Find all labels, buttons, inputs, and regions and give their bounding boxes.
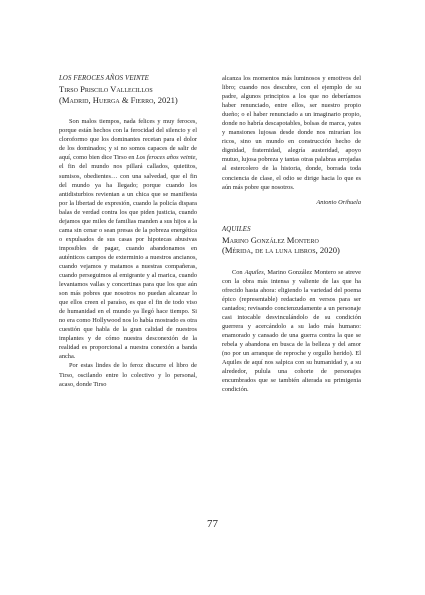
review-1-paragraph-3: alcanza los momentos más luminosos y emotivos del libro; cuando nos descubre, con el ejemplo de su padre, algunos principios a los que no deberíamos haber renunciado, entre ellos, ser nuestro propio dueño; o el haber renunciado a un imaginario propio, donde no habría descapotables, bolsas de marca, yates y mansiones lujosas desde donde nos mirarían los ricos, sino un mundo en construcción hecho de dignidad, fraternidad, alegría austeridad, apoyo mutuo, lujosa pobreza y tantas otras palabras arrojadas al estercolero de la historia, donde, borrada toda conciencia de clase, el odio se dirige hacia lo que es aún más pobre que nosotros. bbox=[222, 75, 361, 191]
review-2-author: Marino González Montero bbox=[222, 235, 319, 246]
review-1-p1-book-title: Los feroces años veinte bbox=[136, 154, 196, 162]
review-1-publication: (Madrid, Huerga & Fierro, 2021) bbox=[59, 94, 178, 105]
review-1-book-title: LOS FEROCES AÑOS VEINTE bbox=[59, 75, 149, 82]
review-2-book-title: AQUILES bbox=[222, 225, 251, 233]
left-column bbox=[59, 74, 197, 389]
review-1-paragraph-2: Por estas lindes de lo feroz discurre el libro de Tirso, oscilando entre lo colectivo y lo personal, acaso, donde Tirso bbox=[59, 362, 197, 388]
review-1-paragraph-1 bbox=[59, 117, 197, 361]
review-2-p1-text-cont: , Marino González Montero se atreve con la obra más intensa y valiente de las que ha ofrecido hasta ahora: eligiendo la variedad del poema épico (representable) redactado en versos para ser cantados; revisando concienzudamente a un personaje casi intocable desvinculándolo de su condición guerrera y acercándolo a su lado más humano: enamorado y cansado de una guerra contra la que se rebela y abandona en busca de la belleza y del amor (no por un arranque de reproche y orgullo herido). El Aquiles de aquí nos salpica con su humanidad y, a su alrededor, pulula una cohorte de personajes encumbrados que se también alterada su primigenia condición. bbox=[222, 268, 361, 394]
review-1-author: Tirso Priscilo Vallecillos bbox=[59, 84, 153, 95]
review-1-p1-text: Son malos tiempos, nada felices y muy feroces, porque están hechos con la ferocidad del silencio y el cloroformo que los dominantes recetan para el dolor de los dominados; y si no somos capaces de salir de aquí, como bien dice Tirso en bbox=[59, 118, 197, 162]
review-2-paragraph-1 bbox=[222, 268, 361, 395]
review-2-p1-text: Con bbox=[232, 268, 245, 276]
review-2-p1-book-title: Aquiles bbox=[244, 268, 264, 276]
review-1-p1-text-cont: , el fin del mundo nos pillará callados, quietitos, sumisos, obedientes… con una salvedad, que el fin del mundo ya ha llegado; porque cuando los antidisturbios revientan a un chica que se manifiesta por la libertad de expresión, cuando la policía dispara balas de verdad contra los que piden justicia, cuando dejamos que miles de familias manden a sus hijos a la cama sin cenar o sean presas de la pobreza energética o expulsados de sus casas por hipotecas abusivas imposibles de pagar, cuando abandonamos en auténticos campos de exterminio a nuestros ancianos, cuando vejamos y matamos a nuestras compañeras, cuando perseguimos al emigrante y al marica, cuando levantamos vallas y concertinas para que los que aún son más pobres que nosotros no puedan alcanzar lo que ellos creen el paraíso, es que el fin de todo viso de humanidad en el mundo ya llegó hace tiempo. Si no era como Hollywood nos lo había mostrado es otra cuestión que habla de la gran calidad de nuestros implantes y de cómo nuestra desconexión de la realidad es proporcional a nuestra conexión a banda ancha. bbox=[59, 154, 197, 361]
page-number: 77 bbox=[207, 518, 218, 530]
review-1-signature: Antonio Orihuela bbox=[316, 198, 361, 206]
right-column bbox=[222, 74, 361, 395]
review-2-publication: (Mérida, de la luna libros, 2020) bbox=[222, 245, 340, 256]
review-2-heading bbox=[222, 225, 361, 256]
review-1-heading bbox=[59, 74, 197, 105]
